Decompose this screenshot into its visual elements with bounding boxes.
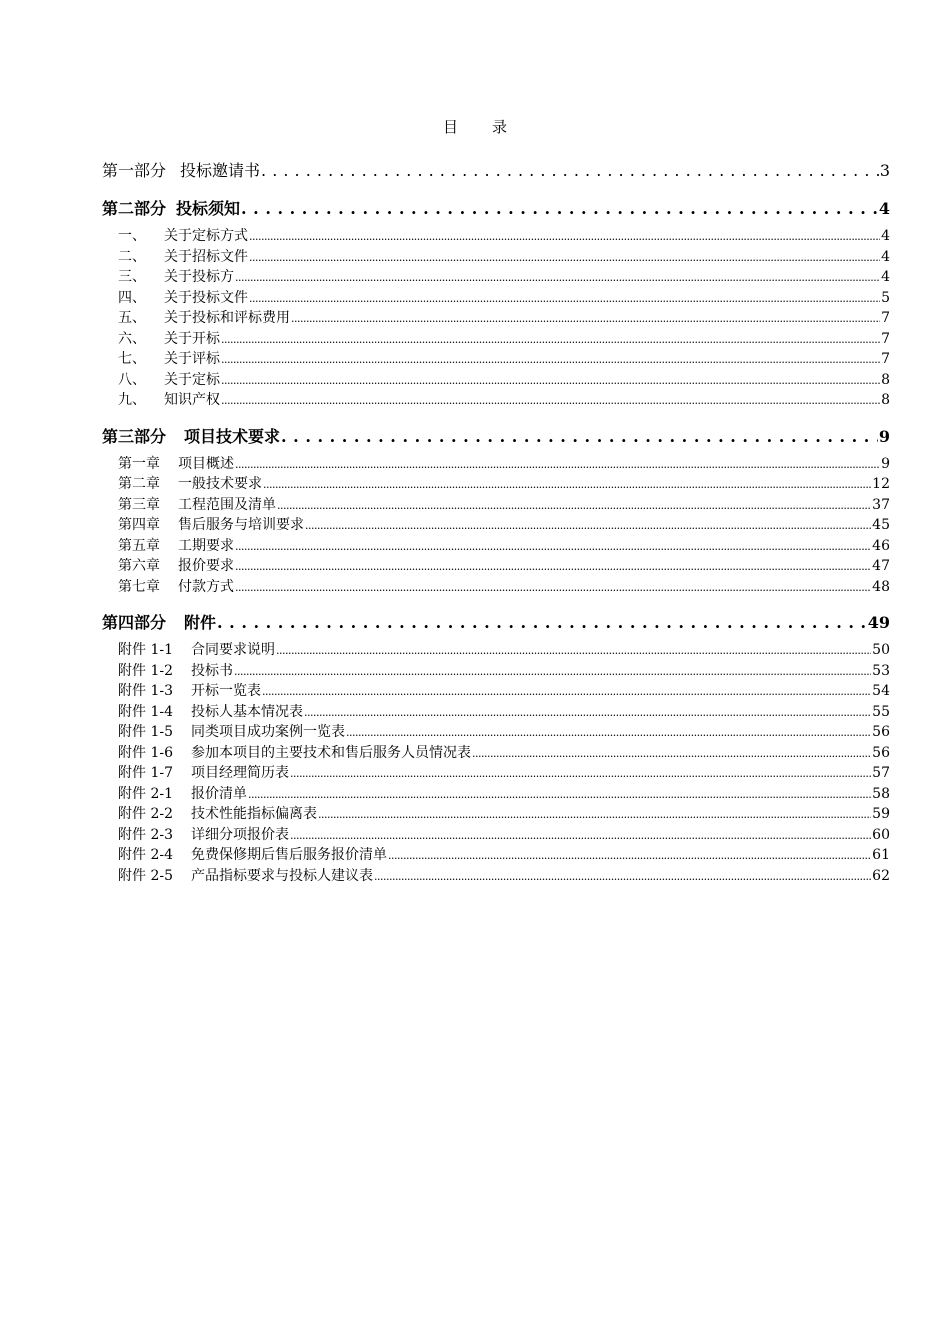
- toc-item-page: 57: [872, 765, 890, 781]
- toc-item-num: 第二章: [118, 476, 160, 492]
- toc-item-label: 工期要求: [178, 537, 234, 554]
- toc-part-3-page: 9: [878, 426, 890, 446]
- toc-item-label: 免费保修期后售后服务报价清单: [191, 847, 387, 863]
- dot-leader: [221, 392, 880, 408]
- toc-item[interactable]: [102, 803, 890, 824]
- toc-item-page: 46: [872, 537, 890, 554]
- toc-item-label: 关于定标方式: [164, 228, 248, 244]
- toc-part-3-label: 项目技术要求: [184, 426, 281, 446]
- toc-item-num: 附件 2-5: [118, 867, 173, 884]
- toc-item-page: 9: [881, 455, 890, 472]
- dot-leader: [262, 683, 871, 699]
- toc-part-3-items: [102, 453, 890, 597]
- toc-item-label: 同类项目成功案例一览表: [191, 724, 345, 740]
- dot-leader: [235, 558, 871, 574]
- toc-item-num: 第四章: [118, 517, 160, 533]
- dot-leader: [374, 868, 871, 884]
- toc-item[interactable]: [102, 762, 890, 783]
- dot-leader: [249, 290, 880, 306]
- toc-item[interactable]: [102, 701, 890, 722]
- toc-item-page: 56: [872, 744, 890, 761]
- toc-item-num: 附件 1-4: [118, 703, 173, 720]
- toc-item[interactable]: [102, 348, 890, 369]
- toc-item-page: 60: [872, 826, 890, 843]
- toc-item-page: 47: [872, 558, 890, 574]
- toc-part-1-num: 第一部分: [102, 161, 167, 180]
- toc-item-page: 56: [872, 724, 890, 740]
- dot-leader: [263, 476, 871, 492]
- toc-item-page: 62: [872, 867, 890, 884]
- toc-part-1-page: 3: [879, 161, 890, 180]
- toc-item[interactable]: [102, 844, 890, 865]
- toc-item-num: 附件 1-1: [118, 642, 173, 658]
- toc-part-2-num: 第二部分: [102, 199, 167, 218]
- toc-item[interactable]: [102, 660, 890, 681]
- toc-item[interactable]: [102, 287, 890, 308]
- toc-item-label: 一般技术要求: [178, 476, 262, 492]
- toc-part-2-page: 4: [878, 199, 890, 218]
- toc-item[interactable]: [102, 783, 890, 804]
- toc-item-page: 4: [881, 269, 890, 285]
- dot-leader: [305, 517, 871, 533]
- dot-leader: [318, 806, 871, 822]
- dot-leader: [388, 847, 871, 863]
- toc-item-num: 附件 2-3: [118, 826, 173, 843]
- toc-item-page: 37: [872, 496, 890, 513]
- toc-item-page: 7: [881, 330, 890, 347]
- toc-item-num: 附件 2-4: [118, 847, 173, 863]
- toc-item-num: 五、: [118, 310, 146, 326]
- toc-item-num: 附件 1-6: [118, 744, 173, 761]
- toc-item-num: 第三章: [118, 496, 160, 513]
- toc-item-page: 8: [881, 371, 890, 388]
- toc-part-2-label: 投标须知: [176, 199, 241, 218]
- dot-leader: [235, 538, 871, 554]
- toc-item-label: 关于投标文件: [164, 289, 248, 306]
- toc-item-num: 第五章: [118, 537, 160, 554]
- dot-leader: [234, 663, 871, 679]
- toc-title-char-2: 录: [492, 118, 508, 136]
- toc-part-1-label: 投标邀请书: [180, 161, 261, 180]
- toc-item[interactable]: [102, 555, 890, 576]
- dot-leader: [249, 249, 880, 265]
- toc-item[interactable]: [102, 865, 890, 886]
- toc-item[interactable]: [102, 680, 890, 701]
- toc-item-label: 关于投标和评标费用: [164, 310, 290, 326]
- toc-item[interactable]: [102, 576, 890, 597]
- toc-item-page: 55: [872, 703, 890, 720]
- toc-item-label: 详细分项报价表: [191, 826, 289, 843]
- toc-item-num: 二、: [118, 248, 146, 265]
- dot-leader: [235, 269, 880, 285]
- dot-leader: [291, 310, 880, 326]
- toc-item-page: 5: [881, 289, 890, 306]
- toc-item-num: 四、: [118, 289, 146, 306]
- toc-item-page: 59: [872, 806, 890, 822]
- toc-item[interactable]: [102, 389, 890, 410]
- toc-item-page: 54: [872, 683, 890, 699]
- dot-leader: [290, 827, 871, 843]
- dot-leader: [235, 579, 871, 595]
- toc-item[interactable]: [102, 494, 890, 515]
- toc-item-num: 附件 1-5: [118, 724, 173, 740]
- toc-item-label: 技术性能指标偏离表: [191, 806, 317, 822]
- toc-part-4-page: 49: [867, 613, 890, 632]
- toc-item-page: 48: [872, 578, 890, 595]
- toc-item-label: 关于开标: [164, 330, 220, 347]
- toc-item-page: 4: [881, 228, 890, 244]
- toc-item-label: 关于招标文件: [164, 248, 248, 265]
- dot-leader: [235, 456, 880, 472]
- toc-item-label: 售后服务与培训要求: [178, 517, 304, 533]
- toc-item[interactable]: [102, 535, 890, 556]
- dot-leader: [221, 351, 880, 367]
- toc-item[interactable]: [102, 225, 890, 246]
- toc-item-page: 53: [872, 662, 890, 679]
- toc-item[interactable]: [102, 369, 890, 390]
- toc-item[interactable]: [102, 246, 890, 267]
- toc-item-num: 第六章: [118, 558, 160, 574]
- toc-item[interactable]: [102, 473, 890, 494]
- toc-item-label: 投标人基本情况表: [191, 703, 303, 720]
- toc-item-label: 项目经理简历表: [191, 765, 289, 781]
- toc-item-page: 4: [881, 248, 890, 265]
- dot-leader: [241, 199, 878, 218]
- dot-leader: [277, 497, 871, 513]
- dot-leader: [221, 372, 880, 388]
- toc-item-page: 61: [872, 847, 890, 863]
- toc-part-1[interactable]: [102, 158, 890, 178]
- dot-leader: [221, 331, 880, 347]
- toc-item-num: 附件 1-3: [118, 683, 173, 699]
- dot-leader: [249, 228, 880, 244]
- toc-item-label: 参加本项目的主要技术和售后服务人员情况表: [191, 744, 471, 761]
- toc-item-label: 关于定标: [164, 371, 220, 388]
- toc-item[interactable]: [102, 453, 890, 474]
- toc-item-label: 投标书: [191, 662, 233, 679]
- toc-item[interactable]: [102, 721, 890, 742]
- toc-item-page: 58: [872, 785, 890, 802]
- toc-item-page: 45: [872, 517, 890, 533]
- toc-part-3-num: 第三部分: [102, 426, 167, 446]
- dot-leader: [472, 745, 871, 761]
- toc-item-num: 六、: [118, 330, 146, 347]
- toc-part-2[interactable]: [102, 196, 890, 216]
- dot-leader: [290, 765, 871, 781]
- toc-item-num: 第一章: [118, 455, 160, 472]
- toc-item-label: 关于评标: [164, 351, 220, 367]
- dot-leader: [304, 704, 871, 720]
- toc-title-char-1: 目: [442, 118, 458, 136]
- toc-item-num: 附件 1-2: [118, 662, 173, 679]
- toc-item-num: 三、: [118, 269, 146, 285]
- toc-part-2-items: [102, 225, 890, 410]
- toc-item-label: 开标一览表: [191, 683, 261, 699]
- toc-item-label: 付款方式: [178, 578, 234, 595]
- dot-leader: [276, 642, 871, 658]
- toc-item[interactable]: [102, 307, 890, 328]
- toc-part-4-label: 附件: [184, 613, 217, 632]
- dot-leader: [261, 161, 879, 180]
- toc-item-num: 第七章: [118, 578, 160, 595]
- toc-part-4[interactable]: [102, 610, 890, 630]
- toc-item[interactable]: [102, 514, 890, 535]
- toc-item-num: 一、: [118, 228, 146, 244]
- toc-item-num: 附件 1-7: [118, 765, 173, 781]
- toc-item-label: 工程范围及清单: [178, 496, 276, 513]
- toc-item-num: 八、: [118, 371, 146, 388]
- toc-item-num: 附件 2-1: [118, 785, 173, 802]
- dot-leader: [217, 613, 867, 632]
- toc-item-page: 7: [881, 310, 890, 326]
- dot-leader: [248, 786, 871, 802]
- toc-item[interactable]: [102, 328, 890, 349]
- toc-item[interactable]: [102, 639, 890, 660]
- toc-item-label: 合同要求说明: [191, 642, 275, 658]
- toc-part-4-items: [102, 639, 890, 885]
- toc-item-label: 报价要求: [178, 558, 234, 574]
- toc-item-label: 关于投标方: [164, 269, 234, 285]
- toc-item-label: 产品指标要求与投标人建议表: [191, 867, 373, 884]
- dot-leader: [281, 427, 878, 446]
- toc-title: [0, 116, 950, 137]
- toc-item-num: 七、: [118, 351, 146, 367]
- toc-item-label: 项目概述: [178, 455, 234, 472]
- toc-item-label: 报价清单: [191, 785, 247, 802]
- toc-item-label: 知识产权: [164, 392, 220, 408]
- toc-part-4-num: 第四部分: [102, 613, 167, 632]
- toc-item-page: 50: [872, 642, 890, 658]
- toc-item[interactable]: [102, 742, 890, 763]
- toc-item[interactable]: [102, 266, 890, 287]
- dot-leader: [346, 724, 871, 740]
- toc-item-page: 7: [881, 351, 890, 367]
- toc-item[interactable]: [102, 824, 890, 845]
- table-of-contents: [102, 158, 890, 885]
- toc-part-3[interactable]: [102, 424, 890, 444]
- toc-item-num: 九、: [118, 392, 146, 408]
- toc-item-page: 12: [872, 476, 890, 492]
- toc-item-num: 附件 2-2: [118, 806, 173, 822]
- toc-item-page: 8: [881, 392, 890, 408]
